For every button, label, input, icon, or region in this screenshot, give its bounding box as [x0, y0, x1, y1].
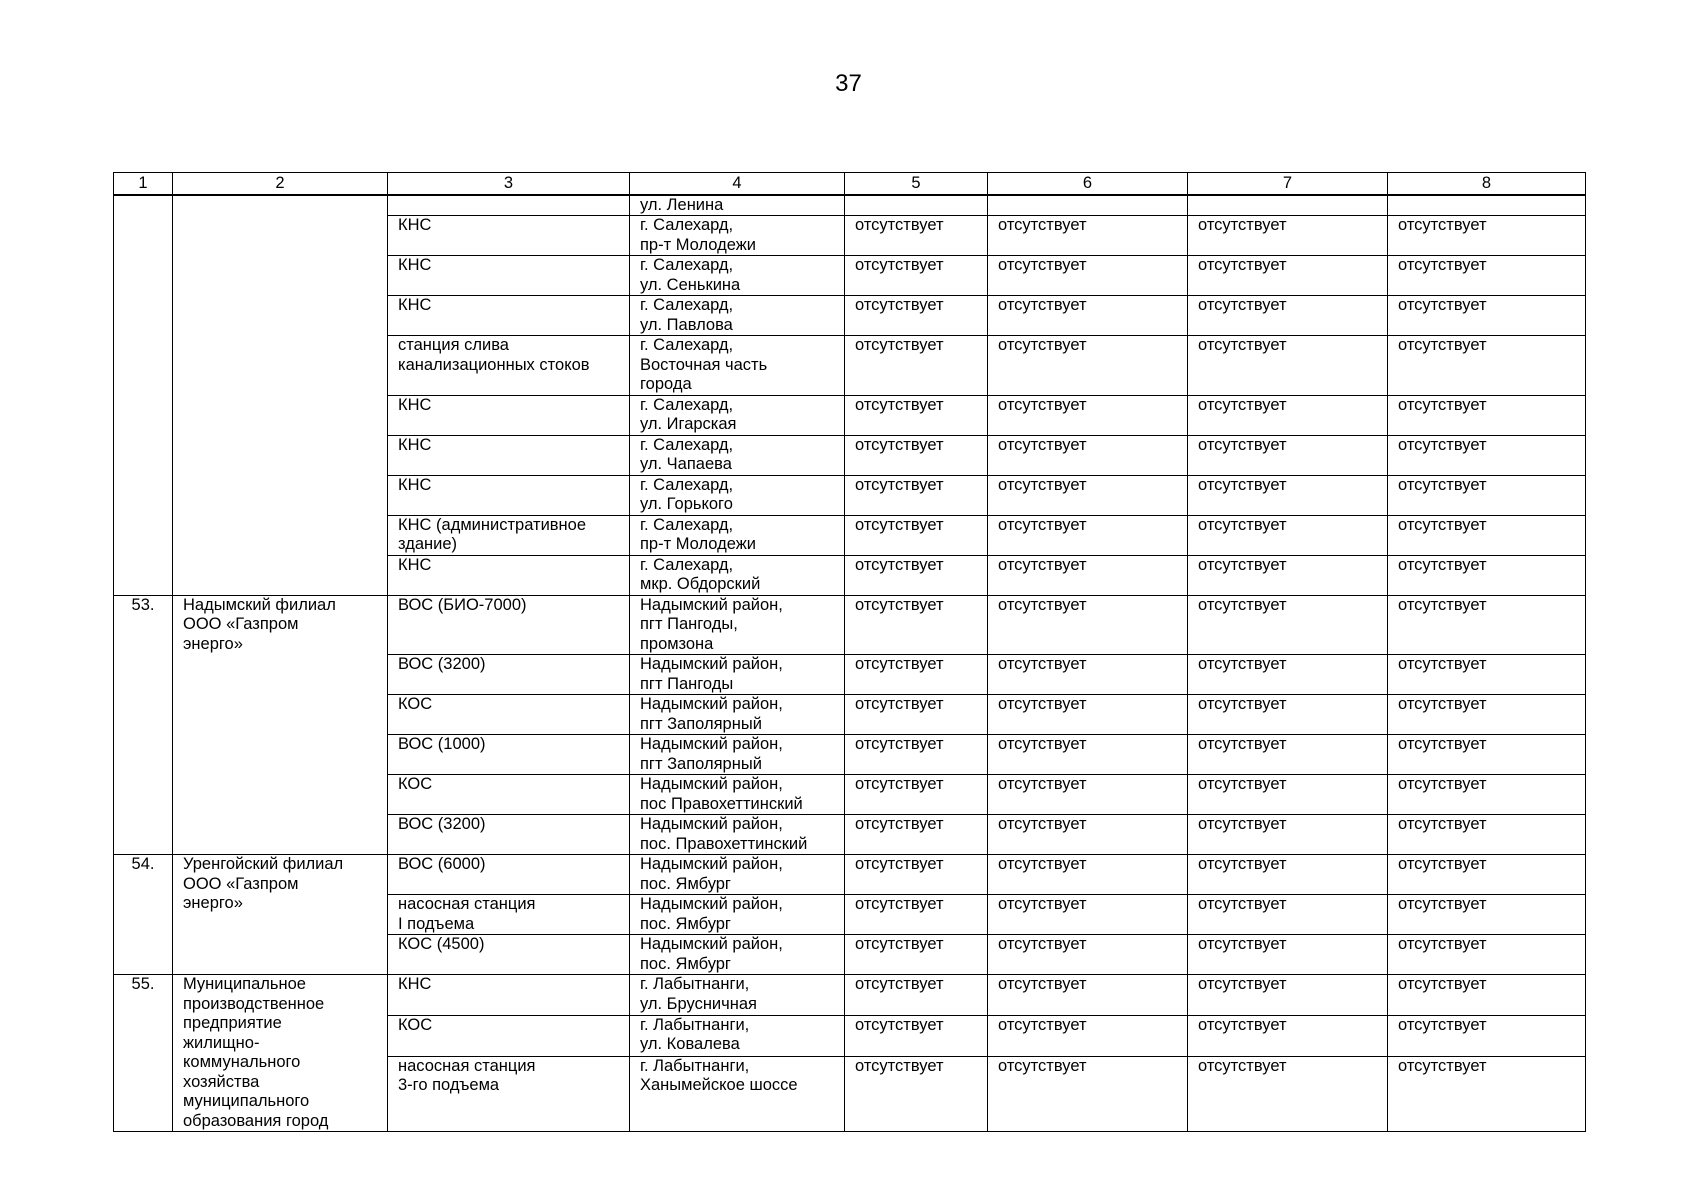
col5-cell: отсутствует — [845, 555, 988, 595]
col5-cell: отсутствует — [845, 336, 988, 396]
col5-cell: отсутствует — [845, 515, 988, 555]
row-number-cell: 54. — [114, 855, 173, 975]
col8-cell: отсутствует — [1388, 1056, 1586, 1131]
object-cell: КОС — [388, 1015, 630, 1056]
col8-cell: отсутствует — [1388, 695, 1586, 735]
col5-cell: отсутствует — [845, 935, 988, 975]
col5-cell: отсутствует — [845, 975, 988, 1016]
object-cell: ВОС (1000) — [388, 735, 630, 775]
object-cell: КНС — [388, 216, 630, 256]
row-number-cell: 55. — [114, 975, 173, 1132]
object-cell: КНС (административное здание) — [388, 515, 630, 555]
col7-cell: отсутствует — [1188, 1015, 1388, 1056]
col5-cell: отсутствует — [845, 435, 988, 475]
col7-cell: отсутствует — [1188, 735, 1388, 775]
col7-cell: отсутствует — [1188, 695, 1388, 735]
col7-cell: отсутствует — [1188, 296, 1388, 336]
header-cell: 7 — [1188, 173, 1388, 195]
object-cell: КНС — [388, 296, 630, 336]
header-row — [114, 173, 1586, 195]
col6-cell: отсутствует — [988, 655, 1188, 695]
col5-cell: отсутствует — [845, 735, 988, 775]
col8-cell: отсутствует — [1388, 256, 1586, 296]
address-cell: г. Салехард, ул. Павлова — [630, 296, 845, 336]
col8-cell: отсутствует — [1388, 735, 1586, 775]
col8-cell: отсутствует — [1388, 336, 1586, 396]
address-cell: Надымский район, пос. Ямбург — [630, 855, 845, 895]
col5-cell: отсутствует — [845, 895, 988, 935]
address-cell: Надымский район, пгт Пангоды — [630, 655, 845, 695]
address-cell: г. Салехард, пр-т Молодежи — [630, 515, 845, 555]
col8-cell: отсутствует — [1388, 1015, 1586, 1056]
organization-cell: Надымский филиал ООО «Газпром энерго» — [173, 595, 388, 855]
col6-cell: отсутствует — [988, 975, 1188, 1016]
object-cell: КНС — [388, 256, 630, 296]
col5-cell: отсутствует — [845, 775, 988, 815]
col8-cell: отсутствует — [1388, 435, 1586, 475]
col6-cell: отсутствует — [988, 935, 1188, 975]
organization-cell: Муниципальное производственное предприятие жилищно- коммунального хозяйства муниципального образования город — [173, 975, 388, 1132]
header-cell: 6 — [988, 173, 1188, 195]
col6-cell: отсутствует — [988, 595, 1188, 655]
col8-cell: отсутствует — [1388, 595, 1586, 655]
col5-cell: отсутствует — [845, 1015, 988, 1056]
col6-cell: отсутствует — [988, 256, 1188, 296]
col5-cell: отсутствует — [845, 216, 988, 256]
col5-cell: отсутствует — [845, 1056, 988, 1131]
col8-cell: отсутствует — [1388, 515, 1586, 555]
col8-cell — [1388, 195, 1586, 216]
col6-cell: отсутствует — [988, 895, 1188, 935]
col7-cell: отсутствует — [1188, 435, 1388, 475]
object-cell: ВОС (3200) — [388, 655, 630, 695]
facilities-table — [113, 172, 1586, 1132]
address-cell: Надымский район, пгт Заполярный — [630, 735, 845, 775]
object-cell: КНС — [388, 395, 630, 435]
address-cell: г. Лабытнанги, ул. Ковалева — [630, 1015, 845, 1056]
col6-cell: отсутствует — [988, 695, 1188, 735]
address-cell: г. Лабытнанги, Ханымейское шоссе — [630, 1056, 845, 1131]
address-cell: г. Салехард, ул. Игарская — [630, 395, 845, 435]
object-cell — [388, 195, 630, 216]
col8-cell: отсутствует — [1388, 935, 1586, 975]
col7-cell: отсутствует — [1188, 515, 1388, 555]
col8-cell: отсутствует — [1388, 895, 1586, 935]
header-cell: 5 — [845, 173, 988, 195]
address-cell: Надымский район, пгт Заполярный — [630, 695, 845, 735]
col8-cell: отсутствует — [1388, 815, 1586, 855]
col5-cell: отсутствует — [845, 655, 988, 695]
object-cell: ВОС (БИО-7000) — [388, 595, 630, 655]
col7-cell: отсутствует — [1188, 475, 1388, 515]
col5-cell: отсутствует — [845, 296, 988, 336]
address-cell: Надымский район, пос. Ямбург — [630, 935, 845, 975]
col6-cell: отсутствует — [988, 855, 1188, 895]
page-number: 37 — [835, 70, 862, 97]
object-cell: ВОС (3200) — [388, 815, 630, 855]
col7-cell: отсутствует — [1188, 775, 1388, 815]
header-cell: 3 — [388, 173, 630, 195]
col8-cell: отсутствует — [1388, 975, 1586, 1016]
col6-cell: отсутствует — [988, 555, 1188, 595]
object-cell: КОС — [388, 775, 630, 815]
col7-cell: отсутствует — [1188, 895, 1388, 935]
col7-cell: отсутствует — [1188, 1056, 1388, 1131]
col6-cell: отсутствует — [988, 515, 1188, 555]
address-cell: г. Салехард, мкр. Обдорский — [630, 555, 845, 595]
col7-cell: отсутствует — [1188, 395, 1388, 435]
col7-cell: отсутствует — [1188, 935, 1388, 975]
row-number-cell — [114, 195, 173, 596]
address-cell: Надымский район, пгт Пангоды, промзона — [630, 595, 845, 655]
col5-cell: отсутствует — [845, 815, 988, 855]
address-cell: г. Салехард, ул. Сенькина — [630, 256, 845, 296]
col5-cell: отсутствует — [845, 595, 988, 655]
col7-cell: отсутствует — [1188, 815, 1388, 855]
object-cell: насосная станция 3-го подъема — [388, 1056, 630, 1131]
col6-cell: отсутствует — [988, 336, 1188, 396]
table-row — [114, 195, 1586, 216]
col6-cell: отсутствует — [988, 216, 1188, 256]
col5-cell: отсутствует — [845, 855, 988, 895]
col6-cell — [988, 195, 1188, 216]
address-cell: г. Салехард, пр-т Молодежи — [630, 216, 845, 256]
address-cell: Надымский район, пос Правохеттинский — [630, 775, 845, 815]
col5-cell: отсутствует — [845, 395, 988, 435]
table-row — [114, 975, 1586, 1016]
col8-cell: отсутствует — [1388, 395, 1586, 435]
address-cell: г. Салехард, ул. Чапаева — [630, 435, 845, 475]
col6-cell: отсутствует — [988, 735, 1188, 775]
col7-cell: отсутствует — [1188, 975, 1388, 1016]
col8-cell: отсутствует — [1388, 475, 1586, 515]
table-row — [114, 595, 1586, 655]
table-row — [114, 855, 1586, 895]
col7-cell — [1188, 195, 1388, 216]
organization-cell — [173, 195, 388, 596]
object-cell: КНС — [388, 475, 630, 515]
col8-cell: отсутствует — [1388, 216, 1586, 256]
col5-cell — [845, 195, 988, 216]
object-cell: КНС — [388, 555, 630, 595]
address-cell: Надымский район, пос. Ямбург — [630, 895, 845, 935]
col8-cell: отсутствует — [1388, 775, 1586, 815]
col6-cell: отсутствует — [988, 775, 1188, 815]
col6-cell: отсутствует — [988, 435, 1188, 475]
header-cell: 4 — [630, 173, 845, 195]
col6-cell: отсутствует — [988, 296, 1188, 336]
header-cell: 8 — [1388, 173, 1586, 195]
object-cell: насосная станция I подъема — [388, 895, 630, 935]
object-cell: ВОС (6000) — [388, 855, 630, 895]
col7-cell: отсутствует — [1188, 216, 1388, 256]
address-cell: г. Салехард, Восточная часть города — [630, 336, 845, 396]
col7-cell: отсутствует — [1188, 256, 1388, 296]
col5-cell: отсутствует — [845, 475, 988, 515]
address-cell: ул. Ленина — [630, 195, 845, 216]
col6-cell: отсутствует — [988, 1056, 1188, 1131]
col8-cell: отсутствует — [1388, 555, 1586, 595]
col5-cell: отсутствует — [845, 256, 988, 296]
address-cell: Надымский район, пос. Правохеттинский — [630, 815, 845, 855]
col6-cell: отсутствует — [988, 1015, 1188, 1056]
col8-cell: отсутствует — [1388, 655, 1586, 695]
col7-cell: отсутствует — [1188, 595, 1388, 655]
row-number-cell: 53. — [114, 595, 173, 855]
object-cell: станция слива канализационных стоков — [388, 336, 630, 396]
col5-cell: отсутствует — [845, 695, 988, 735]
organization-cell: Уренгойский филиал ООО «Газпром энерго» — [173, 855, 388, 975]
object-cell: КНС — [388, 975, 630, 1016]
header-cell: 1 — [114, 173, 173, 195]
address-cell: г. Салехард, ул. Горького — [630, 475, 845, 515]
header-cell: 2 — [173, 173, 388, 195]
col7-cell: отсутствует — [1188, 655, 1388, 695]
object-cell: КНС — [388, 435, 630, 475]
col6-cell: отсутствует — [988, 815, 1188, 855]
col8-cell: отсутствует — [1388, 855, 1586, 895]
object-cell: КОС — [388, 695, 630, 735]
col6-cell: отсутствует — [988, 475, 1188, 515]
col7-cell: отсутствует — [1188, 555, 1388, 595]
col7-cell: отсутствует — [1188, 336, 1388, 396]
address-cell: г. Лабытнанги, ул. Брусничная — [630, 975, 845, 1016]
col7-cell: отсутствует — [1188, 855, 1388, 895]
col6-cell: отсутствует — [988, 395, 1188, 435]
object-cell: КОС (4500) — [388, 935, 630, 975]
col8-cell: отсутствует — [1388, 296, 1586, 336]
